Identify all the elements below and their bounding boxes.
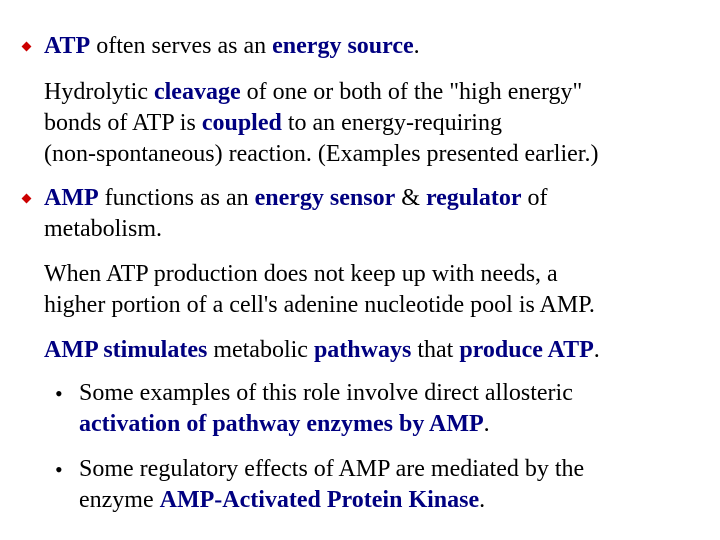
text-line bbox=[44, 335, 600, 366]
bold-term: AMP-Activated Protein Kinase bbox=[159, 487, 480, 513]
text-run: . bbox=[413, 33, 420, 59]
sub-bullet-allosteric-activation bbox=[79, 378, 573, 440]
text-line bbox=[44, 183, 547, 214]
text-run: metabolism. bbox=[44, 216, 162, 242]
paragraph-atp-energy-source bbox=[44, 31, 420, 62]
bold-term: energy source bbox=[272, 33, 414, 59]
bullet-diamond-1 bbox=[22, 42, 32, 52]
text-run: . bbox=[483, 411, 490, 437]
text-run: Some regulatory effects of AMP are mediated by the bbox=[79, 456, 585, 482]
text-run: to an energy-requiring bbox=[281, 110, 502, 136]
text-run: higher portion of a cell's adenine nucleotide pool is AMP. bbox=[44, 292, 595, 318]
text-line bbox=[79, 454, 584, 485]
text-line bbox=[44, 139, 598, 170]
sub-bullet-ampk bbox=[79, 454, 584, 516]
bold-term: ATP bbox=[44, 33, 91, 59]
text-run: often serves as an bbox=[90, 33, 273, 59]
text-run: of bbox=[521, 185, 548, 211]
text-run: . bbox=[479, 487, 486, 513]
text-run: that bbox=[411, 337, 460, 363]
bold-term: pathways bbox=[313, 337, 412, 363]
text-run: enzyme bbox=[79, 487, 160, 513]
bold-term: activation of pathway enzymes by AMP bbox=[79, 411, 484, 437]
text-run: & bbox=[395, 185, 426, 211]
paragraph-atp-production bbox=[44, 259, 595, 321]
text-line bbox=[79, 409, 573, 440]
text-line bbox=[44, 259, 595, 290]
text-line bbox=[44, 214, 547, 245]
bold-term: energy sensor bbox=[254, 185, 396, 211]
text-line bbox=[44, 290, 595, 321]
sub-bullet-dot-1: • bbox=[55, 381, 63, 406]
text-run: Some examples of this role involve direct allosteric bbox=[79, 380, 573, 406]
text-line bbox=[79, 485, 584, 516]
text-run: metabolic bbox=[207, 337, 314, 363]
bold-term: regulator bbox=[425, 185, 522, 211]
bold-term: coupled bbox=[201, 110, 282, 136]
text-run: When ATP production does not keep up with needs, a bbox=[44, 261, 558, 287]
sub-bullet-dot-2: • bbox=[55, 457, 63, 482]
text-run: bonds of ATP is bbox=[44, 110, 202, 136]
text-line bbox=[44, 108, 598, 139]
text-run: functions as an bbox=[98, 185, 255, 211]
text-line bbox=[79, 378, 573, 409]
text-run: of one or both of the "high energy" bbox=[240, 79, 583, 105]
paragraph-amp-energy-sensor bbox=[44, 183, 547, 245]
text-line bbox=[44, 31, 420, 62]
bold-term: AMP stimulates bbox=[44, 337, 208, 363]
paragraph-amp-stimulates bbox=[44, 335, 600, 366]
bold-term: AMP bbox=[44, 185, 99, 211]
bold-term: produce ATP bbox=[459, 337, 594, 363]
bold-term: cleavage bbox=[153, 79, 241, 105]
paragraph-hydrolytic-cleavage bbox=[44, 77, 598, 170]
text-line bbox=[44, 77, 598, 108]
bullet-diamond-2 bbox=[22, 194, 32, 204]
text-run: Hydrolytic bbox=[44, 79, 154, 105]
text-run: . bbox=[593, 337, 600, 363]
text-run: (non-spontaneous) reaction. (Examples presented earlier.) bbox=[44, 141, 599, 167]
